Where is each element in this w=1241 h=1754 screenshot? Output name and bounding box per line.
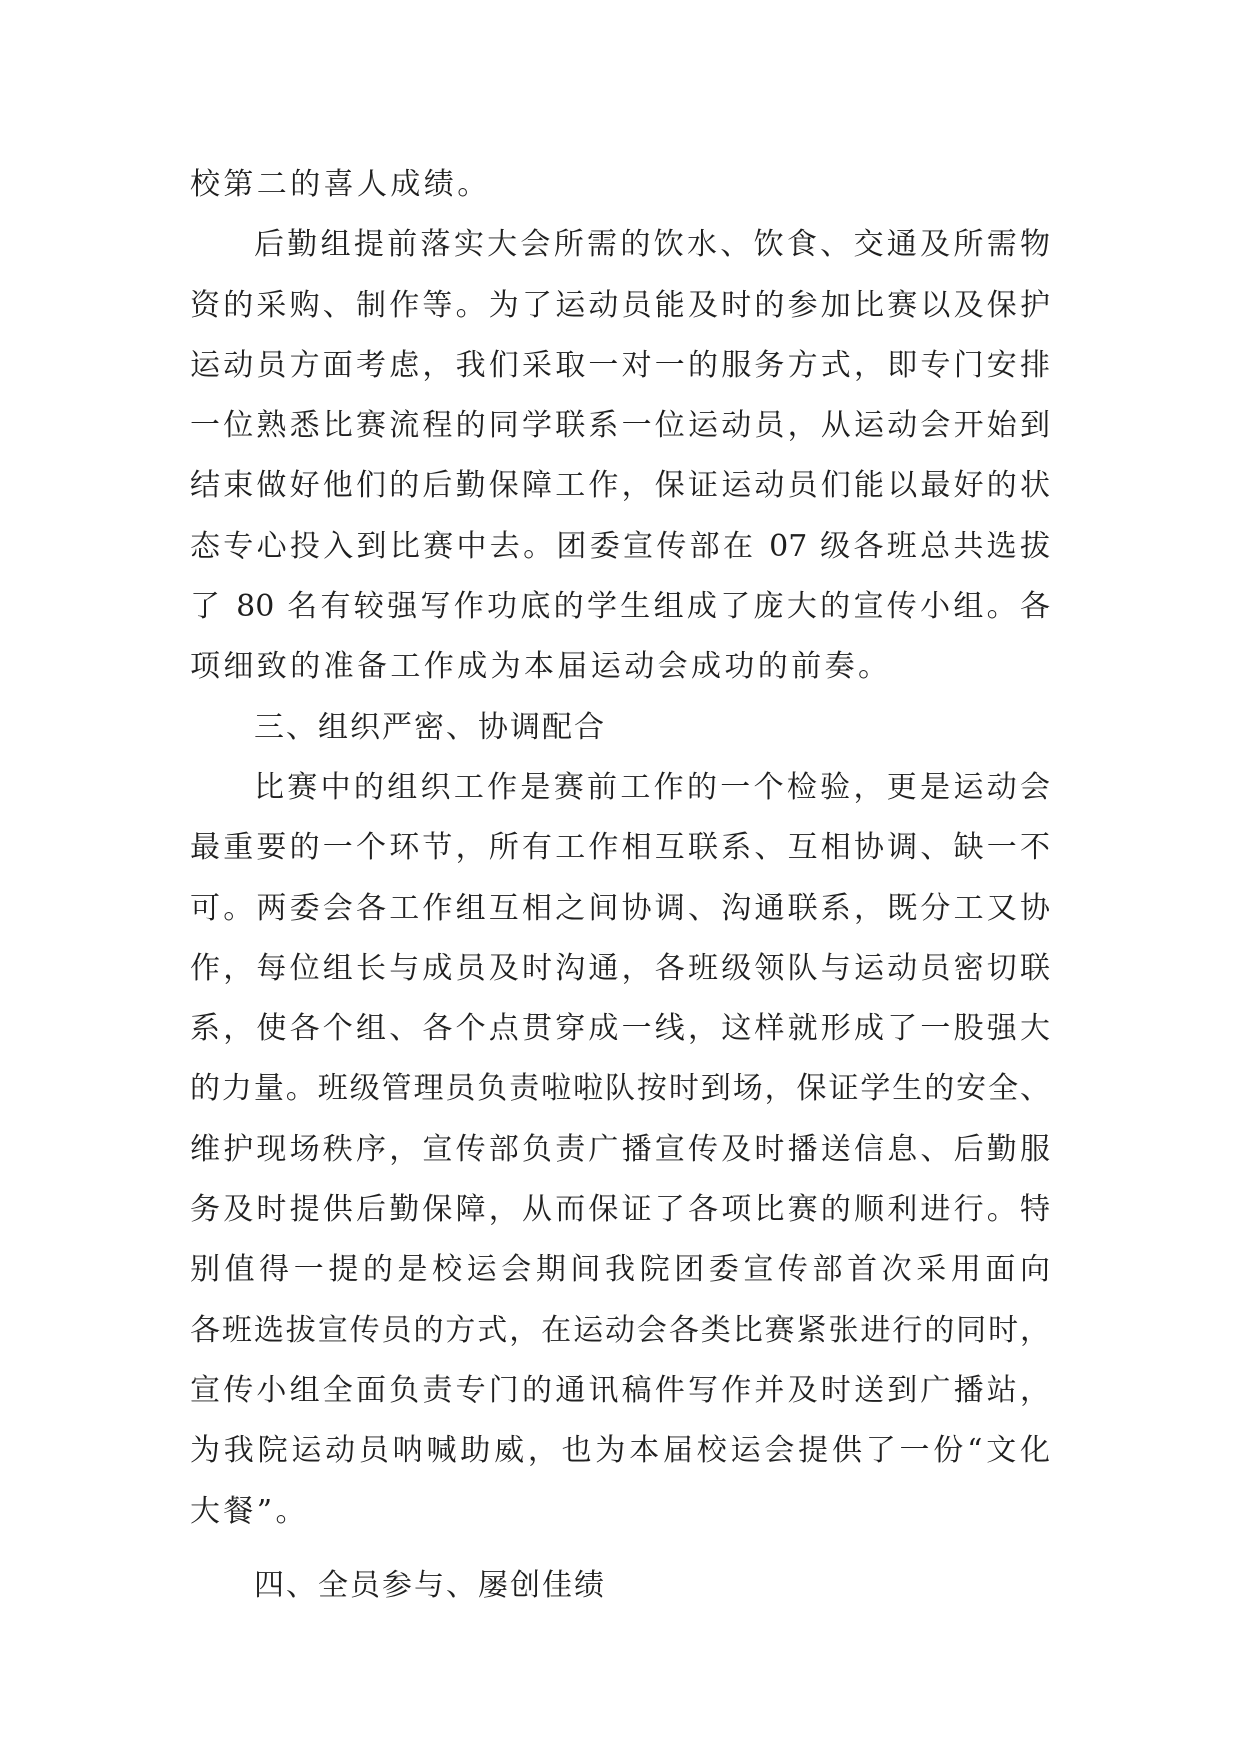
paragraph-line: 态专心投入到比赛中去。团委宣传部在 07 级各班总共选拔 xyxy=(190,528,1050,564)
paragraph-line: 别值得一提的是校运会期间我院团委宣传部首次采用面向 xyxy=(190,1252,1050,1288)
paragraph-line: 系，使各个组、各个点贯穿成一线，这样就形成了一股强大 xyxy=(190,1011,1050,1047)
paragraph-line: 的力量。班级管理员负责啦啦队按时到场，保证学生的安全、 xyxy=(190,1071,1050,1107)
section-heading: 三、组织严密、协调配合 xyxy=(254,709,606,745)
paragraph-line: 宣传小组全面负责专门的通讯稿件写作并及时送到广播站， xyxy=(190,1372,1050,1408)
paragraph-gap xyxy=(190,1542,1050,1556)
paragraph-line: 务及时提供后勤保障，从而保证了各项比赛的顺利进行。特 xyxy=(190,1192,1050,1228)
paragraph-line: 项细致的准备工作成为本届运动会成功的前奏。 xyxy=(190,649,892,685)
paragraph-line: 了 80 名有较强写作功底的学生组成了庞大的宣传小组。各 xyxy=(190,589,1050,625)
paragraph-line: 运动员方面考虑，我们采取一对一的服务方式，即专门安排 xyxy=(190,347,1050,383)
paragraph-line: 为我院运动员呐喊助威，也为本届校运会提供了一份“文化 xyxy=(190,1433,1050,1469)
paragraph-line: 维护现场秩序，宣传部负责广播宣传及时播送信息、后勤服 xyxy=(190,1131,1050,1167)
paragraph-line: 校第二的喜人成绩。 xyxy=(190,167,491,202)
paragraph-line: 大餐”。 xyxy=(190,1493,309,1529)
paragraph-line: 资的采购、制作等。为了运动员能及时的参加比赛以及保护 xyxy=(190,287,1050,323)
paragraph-line: 后勤组提前落实大会所需的饮水、饮食、交通及所需物 xyxy=(254,227,1050,263)
paragraph-line: 各班选拔宣传员的方式，在运动会各类比赛紧张进行的同时， xyxy=(190,1312,1050,1348)
paragraph-line: 可。两委会各工作组互相之间协调、沟通联系，既分工又协 xyxy=(190,890,1050,926)
paragraph-line: 最重要的一个环节，所有工作相互联系、互相协调、缺一不 xyxy=(190,830,1050,866)
paragraph-line: 作，每位组长与成员及时沟通，各班级领队与运动员密切联 xyxy=(190,950,1050,986)
paragraph-line: 结束做好他们的后勤保障工作，保证运动员们能以最好的状 xyxy=(190,468,1050,504)
body-text xyxy=(190,155,1050,1616)
paragraph-line: 比赛中的组织工作是赛前工作的一个检验，更是运动会 xyxy=(254,769,1050,805)
paragraph-line: 一位熟悉比赛流程的同学联系一位运动员，从运动会开始到 xyxy=(190,408,1050,444)
section-heading: 四、全员参与、屡创佳绩 xyxy=(254,1567,606,1603)
